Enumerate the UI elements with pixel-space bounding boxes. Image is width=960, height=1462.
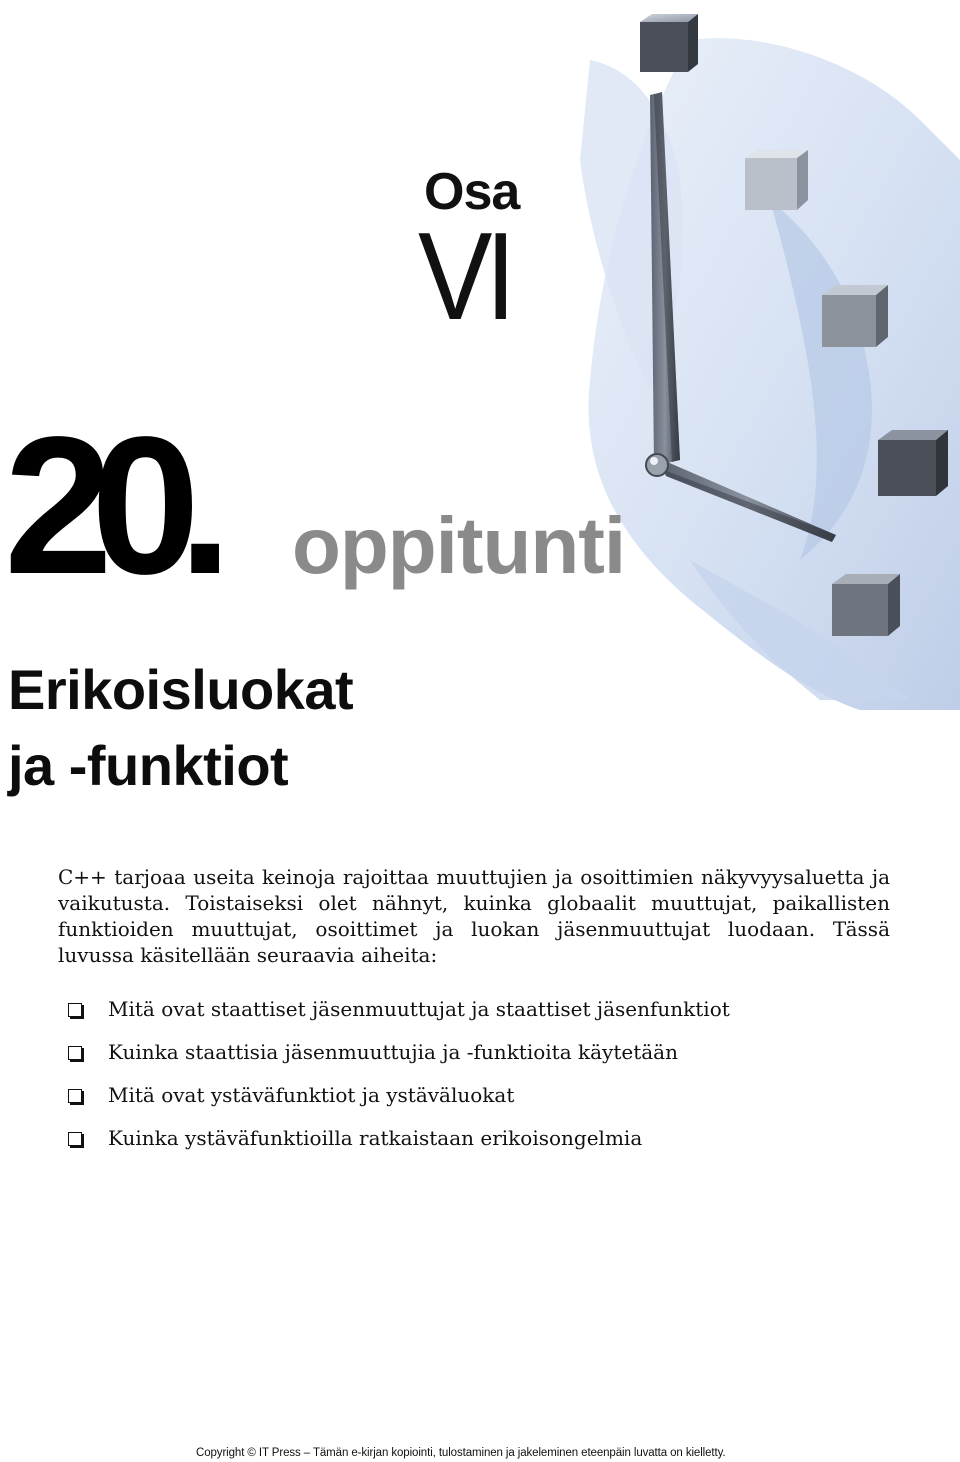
- chapter-title-line-1: Erikoisluokat: [8, 658, 354, 721]
- clock-face-shadow: [580, 38, 960, 710]
- list-item-text: Mitä ovat staattiset jäsenmuuttujat ja staattiset jäsenfunktiot: [108, 997, 730, 1021]
- chapter-title: [8, 652, 353, 804]
- checkbox-bullet-icon: [68, 1089, 82, 1103]
- list-item: [68, 1123, 730, 1166]
- list-item: [68, 1037, 730, 1080]
- lesson-number: 20.: [4, 396, 211, 615]
- part-number: VI: [418, 208, 510, 346]
- list-item: [68, 994, 730, 1037]
- list-item-text: Kuinka staattisia jäsenmuuttujia ja -funktioita käytetään: [108, 1040, 678, 1064]
- clock-pin: [646, 454, 668, 476]
- clock-illustration: [440, 0, 960, 710]
- list-item: [68, 1080, 730, 1123]
- topic-list: [68, 994, 730, 1166]
- lesson-word: oppitunti: [292, 501, 626, 590]
- cube-marker-4: [832, 574, 900, 636]
- checkbox-bullet-icon: [68, 1046, 82, 1060]
- cube-marker-1: [745, 150, 808, 210]
- list-item-text: Kuinka ystäväfunktioilla ratkaistaan erikoisongelmia: [108, 1126, 643, 1150]
- list-item-text: Mitä ovat ystäväfunktiot ja ystäväluokat: [108, 1083, 515, 1107]
- cube-marker-12: [640, 14, 698, 72]
- checkbox-bullet-icon: [68, 1003, 82, 1017]
- chapter-title-line-2: ja -funktiot: [8, 734, 289, 797]
- cube-marker-2: [822, 285, 888, 347]
- checkbox-bullet-icon: [68, 1132, 82, 1146]
- cube-marker-3: [878, 430, 948, 496]
- part-label: Osa: [424, 163, 520, 221]
- copyright-footer: Copyright © IT Press – Tämän e-kirjan kopiointi, tulostaminen ja jakeleminen eteenpäin luvatta on kielletty.: [196, 1447, 726, 1459]
- intro-paragraph: C++ tarjoaa useita keinoja rajoittaa muuttujien ja osoittimien näkyvyysaluetta ja vaikutusta. Toistaiseksi olet nähnyt, kuinka globaalit muuttujat, paikallisten funktioiden muuttujat, osoittimet ja luokan jäsenmuuttujat luodaan. Tässä luvussa käsitellään seuraavia aiheita:: [58, 865, 890, 967]
